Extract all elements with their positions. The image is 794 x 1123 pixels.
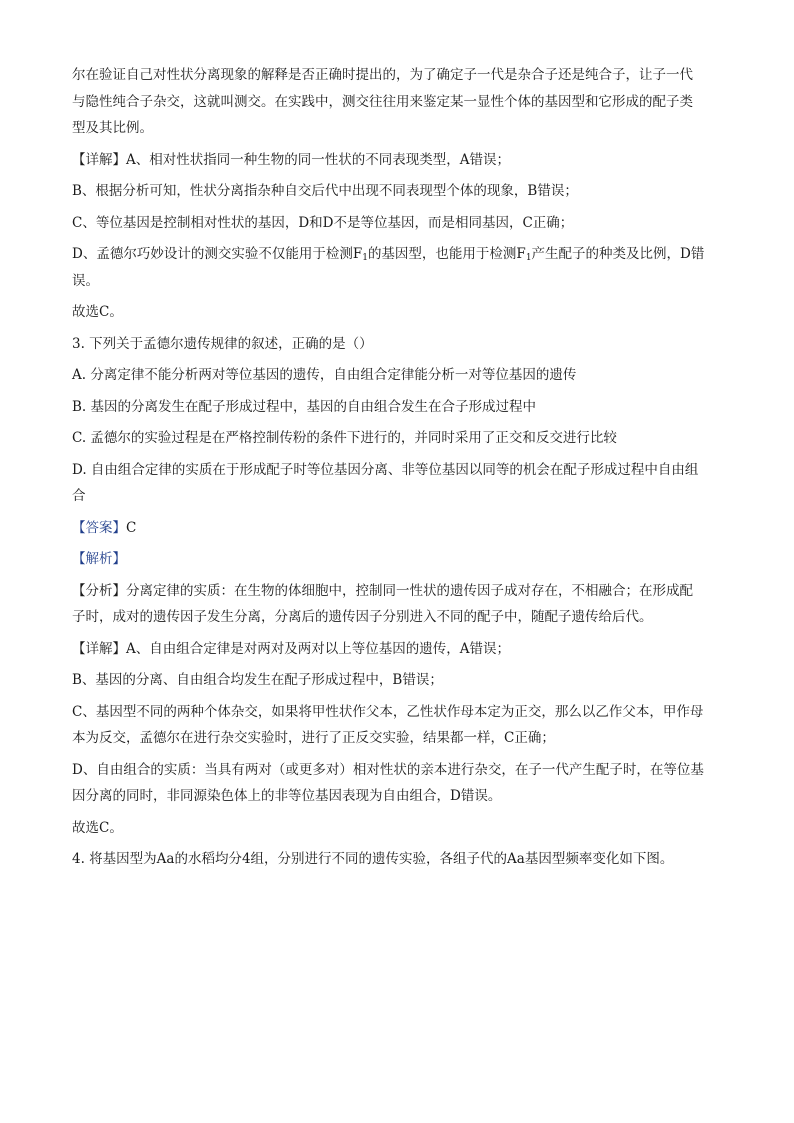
subscript-1: 1 (362, 253, 368, 263)
intro-line-2: 与隐性纯合子杂交，这就叫测交。在实践中，测交往往用来鉴定某一显性个体的基因型和它形成的配子类 (72, 93, 693, 110)
question-4-stem: 4. 将基因型为Aa的水稻均分4组，分别进行不同的遗传实验，各组子代的Aa基因型频率变化如下图。 (72, 851, 674, 867)
question-3-stem: 3. 下列关于孟德尔遗传规律的叙述，正确的是（） (72, 335, 373, 352)
conclusion-1: 故选C。 (72, 304, 123, 320)
analysis-line-1: 【分析】分离定律的实质：在生物的体细胞中，控制同一性状的遗传因子成对存在，不相融合；在形成配 (72, 582, 693, 599)
intro-line-1: 尔在验证自己对性状分离现象的解释是否正确时提出的，为了确定子一代是杂合子还是纯合子，让子一代 (72, 67, 693, 83)
conclusion-2: 故选C。 (72, 819, 123, 836)
question-3-option-c: C. 孟德尔的实验过程是在严格控制传粉的条件下进行的，并同时采用了正交和反交进行比较 (72, 430, 617, 446)
detail2-option-b: B、基因的分离、自由组合均发生在配子形成过程中，B错误； (72, 672, 443, 688)
question-3-option-d: D. 自由组合定律的实质在于形成配子时等位基因分离、非等位基因以同等的机会在配子形成过程中自由组 (72, 461, 699, 478)
detail2-option-c-cont: 本为反交，孟德尔在进行杂交实验时，进行了正反交实验，结果都一样，C正确； (72, 730, 555, 746)
answer-label: 【答案】 (72, 519, 126, 536)
question-3-option-d-cont: 合 (72, 488, 86, 504)
detail-option-a: 【详解】A、相对性状指同一种生物的同一性状的不同表现类型，A错误； (72, 151, 510, 168)
detail2-option-d-cont: 因分离的同时，非同源染色体上的非等位基因表现为自由组合，D错误。 (72, 788, 502, 804)
detail2-option-a: 【详解】A、自由组合定律是对两对及两对以上等位基因的遗传，A错误； (72, 640, 510, 657)
detail-option-d-cont: 误。 (72, 272, 99, 289)
detail-d-mid: 的基因型，也能用于检测F (367, 246, 526, 262)
answer-value: C (126, 519, 137, 536)
detail-option-b: B、根据分析可知，性状分离指杂种自交后代中出现不同表现型个体的现象，B错误； (72, 183, 578, 199)
detail-d-pre: D、孟德尔巧妙设计的测交实验不仅能用于检测F (72, 246, 363, 262)
detail2-option-d: D、自由组合的实质：当具有两对（或更多对）相对性状的亲本进行杂交，在子一代产生配子时，在等位基 (72, 761, 704, 778)
detail2-option-c: C、基因型不同的两种个体杂交，如果将甲性状作父本，乙性状作母本定为正交，那么以乙作父本，甲作母 (72, 703, 704, 720)
question-3-option-a: A. 分离定律不能分析两对等位基因的遗传，自由组合定律能分析一对等位基因的遗传 (72, 367, 577, 383)
detail-d-post: 产生配子的种类及比例，D错 (531, 246, 705, 262)
document-page (72, 62, 732, 873)
detail-option-c: C、等位基因是控制相对性状的基因，D和D不是等位基因，而是相同基因，C正确； (72, 214, 574, 231)
answer-line (72, 515, 732, 542)
analysis-label: 【解析】 (72, 551, 126, 567)
subscript-2: 1 (525, 253, 532, 263)
intro-line-3: 型及其比例。 (72, 120, 153, 136)
analysis-line-2: 子时，成对的遗传因子发生分离，分离后的遗传因子分别进入不同的配子中，随配子遗传给后代。 (72, 609, 653, 625)
question-3-option-b: B. 基因的分离发生在配子形成过程中，基因的自由组合发生在合子形成过程中 (72, 398, 537, 415)
detail-option-d (72, 241, 732, 268)
